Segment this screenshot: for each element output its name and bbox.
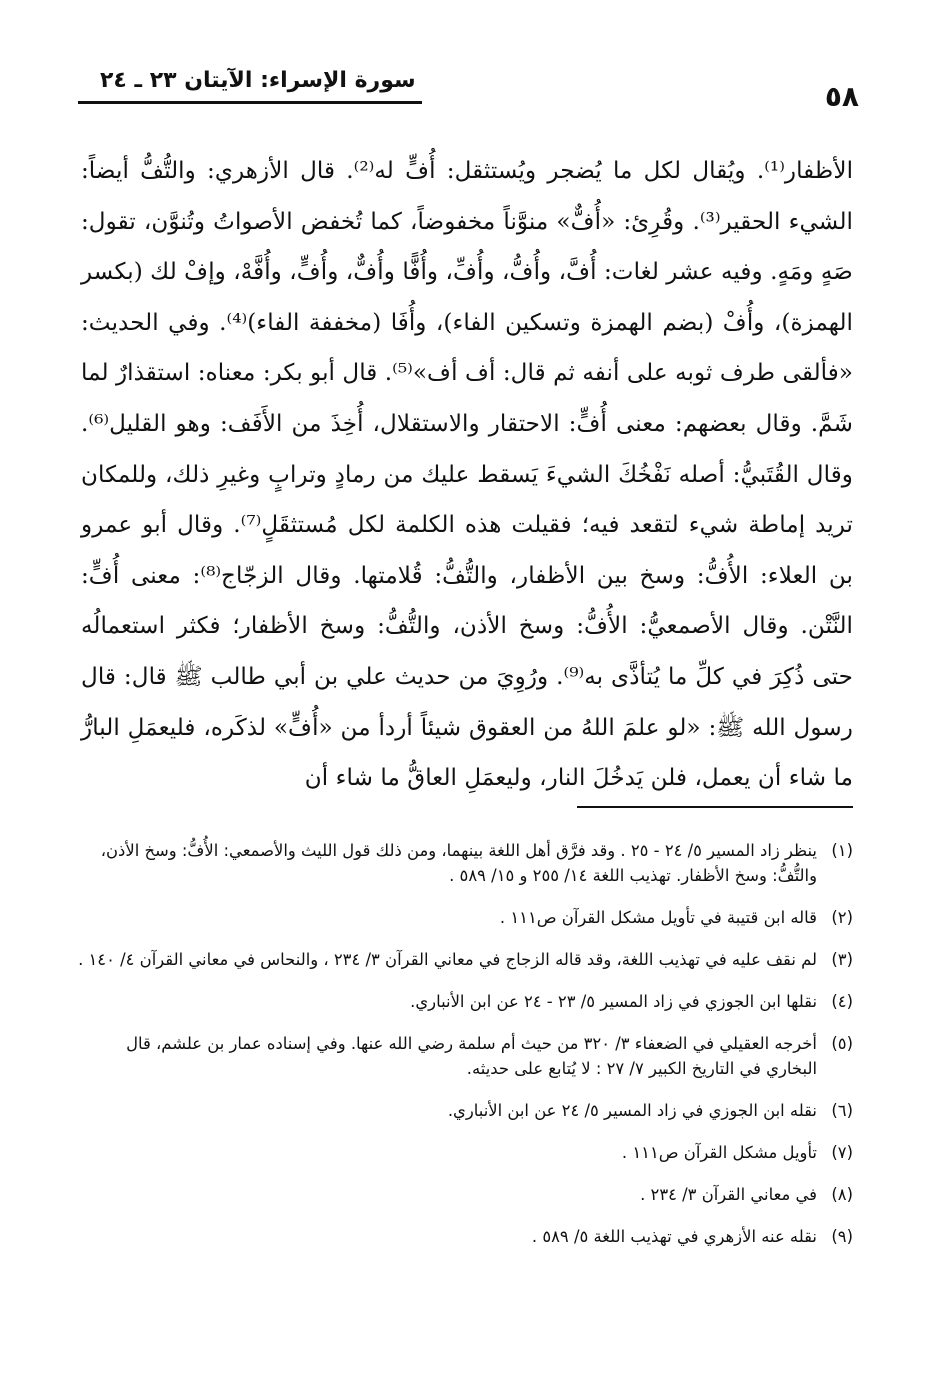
footnote-text: لم نقف عليه في تهذيب اللغة، وقد قاله الزجاج في معاني القرآن ٣/ ٢٣٤ ، والنحاس في معاني القرآن ٤/ ١٤٠ . — [78, 950, 817, 969]
main-paragraph: الأظفار⁽¹⁾. ويُقال لكل ما يُضجر ويُستثقل: أُفٍّ له⁽²⁾. قال الأزهري: والتُّفُّ أيضاً: الشيء الحقير⁽³⁾. وقُرِئ: «أُفٌّ» منوَّناً مخفوضاً، كما تُخفض الأصواتُ وتُنوَّن، تقول: صَهٍ ومَهٍ. وفيه عشر لغات: أُفَّ، وأُفُّ، وأُفِّ، وأُفًّا وأُفٌّ، وأُفٍّ، وأُفَّهْ، وإفْ لك (بكسر الهمزة)، وأُفْ (بضم الهمزة وتسكين الفاء)، وأُفَا (مخففة الفاء)⁽⁴⁾. وفي الحديث: «فألقى طرف ثوبه على أنفه ثم قال: أف أف»⁽⁵⁾. قال أبو بكر: معناه: استقذارٌ لما شَمَّ. وقال بعضهم: معنى أُفٍّ: الاحتقار والاستقلال، أُخِذَ من الأَفَف: وهو القليل⁽⁶⁾. وقال القُتَبيُّ: أصله نَفْخُكَ الشيءَ يَسقط عليك من رمادٍ وترابٍ وغيرِ ذلك، وللمكان تريد إماطة شيء لتقعد فيه؛ فقيلت هذه الكلمة لكل مُستثقَلٍ⁽⁷⁾. وقال أبو عمرو بن العلاء: الأُفُّ: وسخ بين الأظفار، والتُّفُّ: قُلامتها. وقال الزجّاج⁽⁸⁾: معنى أُفٍّ: النَّتْن. وقال الأصمعيُّ: الأُفُّ: وسخ الأذن، والتُّفُّ: وسخ الأظفار؛ فكثر استعمالُه حتى ذُكِرَ في كلِّ ما يُتأذَّى به⁽⁹⁾. ورُوِيَ من حديث علي بن أبي طالب ﷺ قال: قال رسول الله ﷺ: «لو علمَ اللهُ من العقوق شيئاً أردأ من «أُفٍّ» لذكَره، فليعمَلِ البارُّ ما شاء أن يعمل، فلن يَدخُلَ النار، وليعمَلِ العاقُّ ما شاء أن — [81, 157, 854, 792]
footnote-item — [73, 1098, 853, 1123]
footnote-text: أخرجه العقيلي في الضعفاء ٣/ ٣٢٠ من حيث أم سلمة رضي الله عنها. وفي إسناده عمار بن علشم، قال البخاري في التاريخ الكبير ٧/ ٢٧ : لا يُتابع على حديثه. — [126, 1034, 817, 1078]
footnote-text: تأويل مشكل القرآن ص١١١ . — [621, 1143, 817, 1162]
footnote-text: قاله ابن قتيبة في تأويل مشكل القرآن ص١١١ . — [499, 908, 817, 927]
footnote-number: (٨) — [831, 1185, 853, 1204]
footnote-item — [73, 905, 853, 930]
footnote-number: (٣) — [831, 950, 853, 969]
running-title: سورة الإسراء: الآيتان ٢٣ ـ ٢٤ — [100, 68, 416, 93]
footnote-item — [73, 838, 853, 888]
footnote-item — [73, 1031, 853, 1081]
footnote-text: في معاني القرآن ٣/ ٢٣٤ . — [640, 1185, 817, 1204]
footnote-text: نقله عنه الأزهري في تهذيب اللغة ٥/ ٥٨٩ . — [531, 1227, 817, 1246]
page-number: ٥٨ — [824, 80, 859, 113]
footnote-text: نقله ابن الجوزي في زاد المسير ٥/ ٢٤ عن ابن الأنباري. — [447, 1101, 817, 1120]
footnote-number: (٦) — [831, 1101, 853, 1120]
footnote-item — [73, 947, 853, 972]
footnote-text: نقلها ابن الجوزي في زاد المسير ٥/ ٢٣ - ٢٤ عن ابن الأنباري. — [410, 992, 817, 1011]
footnote-item — [73, 1140, 853, 1165]
header-divider — [78, 101, 422, 104]
footnote-number: (١) — [831, 841, 853, 860]
footnote-divider — [577, 806, 853, 808]
main-text-body — [81, 146, 853, 804]
footnote-item — [73, 989, 853, 1014]
footnote-number: (٤) — [831, 992, 853, 1011]
footnote-item — [73, 1182, 853, 1207]
footnote-item — [73, 1224, 853, 1249]
footnote-number: (٩) — [831, 1227, 853, 1246]
footnote-text: ينظر زاد المسير ٥/ ٢٤ - ٢٥ . وقد فرَّق أهل اللغة بينهما، ومن ذلك قول الليث والأصمعي: الأُفُّ: وسخ الأذن، والتُّفُّ: وسخ الأظفار. تهذيب اللغة ١٤/ ٢٥٥ و ١٥/ ٥٨٩ . — [100, 841, 817, 885]
footnotes-list — [73, 838, 853, 1266]
footnote-number: (٧) — [831, 1143, 853, 1162]
footnote-number: (٥) — [831, 1034, 853, 1053]
footnote-number: (٢) — [831, 908, 853, 927]
